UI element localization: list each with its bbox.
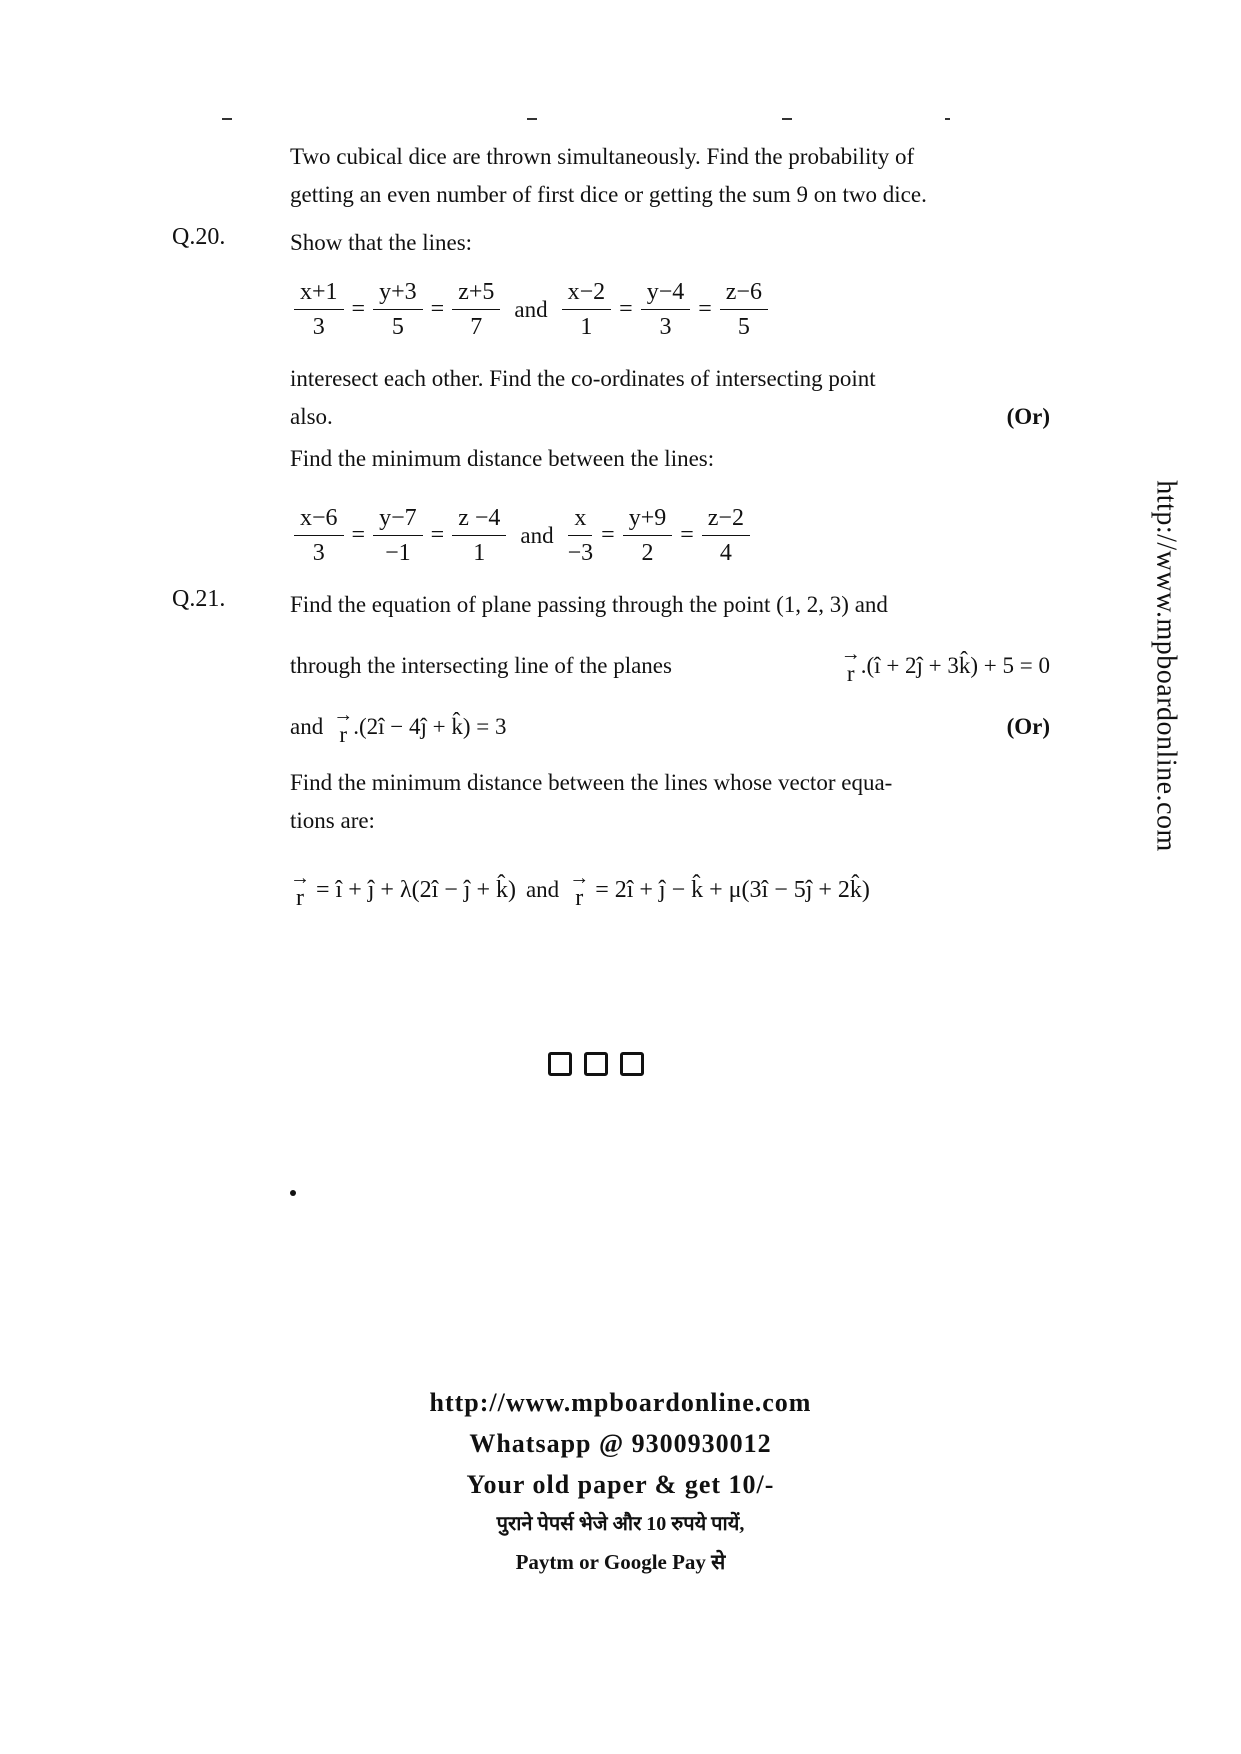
q20-body: [290, 360, 1050, 478]
q21-vector-lines: [290, 867, 870, 911]
line-1-equation: = î + ĵ + λ(2î − ĵ + k̂): [316, 876, 516, 903]
scan-mark: [782, 118, 792, 120]
stray-dot: [290, 1190, 296, 1196]
footer: [0, 1382, 1241, 1581]
scan-mark: [222, 118, 232, 120]
end-marks: [548, 1052, 644, 1076]
square-icon: [620, 1052, 644, 1076]
plane-1-equation: → r .(î + 2ĵ + 3k̂) + 5 = 0: [840, 643, 1050, 686]
and-word: and: [525, 877, 560, 902]
q21-alt-text-1: Find the minimum distance between the lines whose vector equa-: [290, 770, 893, 795]
fraction: $\frac{y+9}{2}$: [623, 504, 673, 567]
vector-r: → r: [569, 867, 590, 911]
fraction: $\frac{z-6}{5}$: [720, 278, 768, 341]
fraction: $\frac{z -4}{1}$: [452, 504, 506, 567]
vector-r: → r: [333, 704, 354, 747]
q20-equation-2: $\frac{x-6}{3}$ = $\frac{y-7}{-1}$ = $\frac{z -4}{1}$ and $\frac{x}{-3}$ = $\frac{y+9}{2}$ = $\frac{z-2}{4}$: [290, 504, 754, 567]
question-number-21: Q.21.: [172, 586, 226, 612]
square-icon: [584, 1052, 608, 1076]
intro-line-1: Two cubical dice are thrown simultaneously. Find the probability of: [290, 144, 915, 169]
q20-equation-1: $\frac{x+1}{3}$ = $\frac{y+3}{5}$ = $\frac{z+5}{7}$ and $\frac{x-2}{1}$ = $\frac{y-4}{3}$ = $\frac{z-6}{5}$: [290, 278, 772, 341]
q20-alt-prompt: Find the minimum distance between the lines:: [290, 446, 715, 471]
q20-text-1: interesect each other. Find the co-ordinates of intersecting point: [290, 366, 876, 391]
q21-text-2: through the intersecting line of the planes: [290, 653, 672, 678]
footer-hindi: पुराने पेपर्स भेजे और 10 रुपये पायें,: [496, 1513, 745, 1535]
fraction: $\frac{x-6}{3}$: [294, 504, 344, 567]
fraction: $\frac{x+1}{3}$: [294, 278, 344, 341]
footer-whatsapp: Whatsapp @ 9300930012: [469, 1429, 772, 1458]
fraction: $\frac{y+3}{5}$: [373, 278, 423, 341]
fraction: $\frac{x-2}{1}$: [562, 278, 612, 341]
q21-body: [290, 586, 1050, 840]
footer-payment: Paytm or Google Pay से: [515, 1550, 726, 1574]
and-word: and: [514, 296, 548, 322]
footer-offer: Your old paper & get 10/-: [466, 1470, 775, 1499]
q21-alt-text-2: tions are:: [290, 808, 375, 833]
fraction: $\frac{z-2}{4}$: [702, 504, 750, 567]
vector-r: → r: [290, 867, 310, 911]
plane-2-equation: and → r .(2î − 4ĵ + k̂) = 3: [290, 704, 507, 747]
scan-mark: [945, 118, 950, 120]
q20-prompt-text: Show that the lines:: [290, 230, 473, 255]
q20-prompt: [290, 224, 1050, 262]
fraction: $\frac{y-4}{3}$: [641, 278, 691, 341]
footer-url: http://www.mpboardonline.com: [429, 1388, 812, 1417]
fraction: $\frac{x}{-3}$: [567, 505, 594, 566]
question-number-20: Q.20.: [172, 224, 226, 250]
line-2-equation: = 2î + ĵ − k̂ + μ(3î − 5ĵ + 2k̂): [595, 876, 870, 903]
vector-r: → r: [840, 643, 861, 686]
fraction: $\frac{z+5}{7}$: [452, 278, 500, 341]
intro-line-2: getting an even number of first dice or getting the sum 9 on two dice.: [290, 182, 927, 207]
and-word: and: [520, 522, 554, 548]
scan-mark: [527, 118, 537, 120]
or-label: (Or): [1006, 404, 1050, 429]
side-watermark-right: http://www.mpboardonline.com: [1150, 480, 1182, 852]
intro-question: [290, 138, 1050, 214]
or-label: (Or): [1006, 714, 1050, 739]
q20-text-2: also.: [290, 404, 333, 429]
fraction: $\frac{y-7}{-1}$: [373, 504, 423, 567]
q21-text-1: Find the equation of plane passing through the point (1, 2, 3) and: [290, 592, 888, 617]
square-icon: [548, 1052, 572, 1076]
